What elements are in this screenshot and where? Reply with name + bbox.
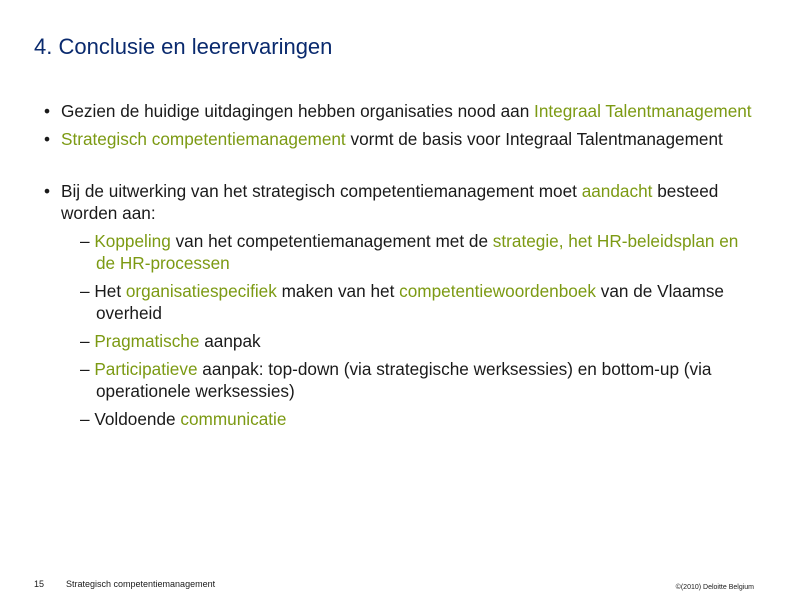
- text-segment: van het competentiemanagement met de: [170, 231, 493, 251]
- bullet-dot-icon: •: [44, 181, 51, 201]
- text-segment: Koppeling: [94, 231, 171, 251]
- highlight-segment: communicatie: [180, 409, 287, 429]
- highlight-segment: competentiewoordenboek: [399, 281, 596, 301]
- text-segment: aanpak: top-down (via strategische werksessies) en bottom-up (via operationele werksessies): [96, 359, 712, 401]
- page-number: 15: [34, 579, 45, 589]
- text-segment: Gezien de huidige uitdagingen hebben organisaties nood aan: [61, 101, 535, 121]
- footer-title: Strategisch competentiemanagement: [66, 579, 216, 589]
- highlight-segment: strategie, het HR-beleidsplan en de HR-processen: [96, 231, 739, 273]
- dash-icon: –: [80, 359, 90, 379]
- text-segment: van de Vlaamse overheid: [96, 281, 724, 323]
- sub-bullet-item: [58, 408, 760, 430]
- highlight-segment: Integraal Talentmanagement: [534, 101, 752, 121]
- bullet-text-1: [61, 101, 752, 121]
- slide-title: 4. Conclusie en leerervaringen: [34, 34, 333, 59]
- slide-content: [40, 100, 760, 436]
- bullet-text-2: [61, 129, 723, 149]
- text-segment: vormt de basis voor Integraal Talentmanagement: [345, 129, 723, 149]
- bullet-dot-icon: •: [44, 129, 51, 149]
- sub-bullet-item: [58, 280, 760, 324]
- text-segment: Bij de uitwerking van het strategisch competentiemanagement moet: [61, 181, 582, 201]
- copyright-icon: ©: [675, 584, 681, 591]
- bullet-item: [40, 128, 760, 150]
- sub-bullet-item: [58, 330, 760, 352]
- text-segment: Voldoende: [94, 409, 181, 429]
- text-segment: maken van het: [276, 281, 400, 301]
- copyright-text: (2010) Deloitte Belgium: [680, 584, 754, 591]
- footer-copyright: [676, 584, 754, 591]
- sub-bullet-item: [58, 230, 760, 274]
- highlight-segment: organisatiespecifiek: [125, 281, 277, 301]
- dash-icon: –: [80, 281, 90, 301]
- bullet-text-3: [61, 181, 718, 223]
- highlight-segment: Participatieve: [94, 359, 198, 379]
- highlight-segment: aandacht: [581, 181, 653, 201]
- dash-icon: –: [80, 331, 90, 351]
- text-segment: besteed worden aan:: [61, 181, 719, 223]
- highlight-segment: Pragmatische: [94, 331, 200, 351]
- text-segment: Het: [94, 281, 126, 301]
- bullet-dot-icon: •: [44, 101, 51, 121]
- highlight-segment: Strategisch competentiemanagement: [61, 129, 346, 149]
- dash-icon: –: [80, 409, 90, 429]
- bullet-item: [40, 180, 760, 224]
- spacer: [40, 156, 760, 180]
- text-segment: aanpak: [199, 331, 261, 351]
- dash-icon: –: [80, 231, 90, 251]
- sub-bullet-item: [58, 358, 760, 402]
- bullet-item: [40, 100, 760, 122]
